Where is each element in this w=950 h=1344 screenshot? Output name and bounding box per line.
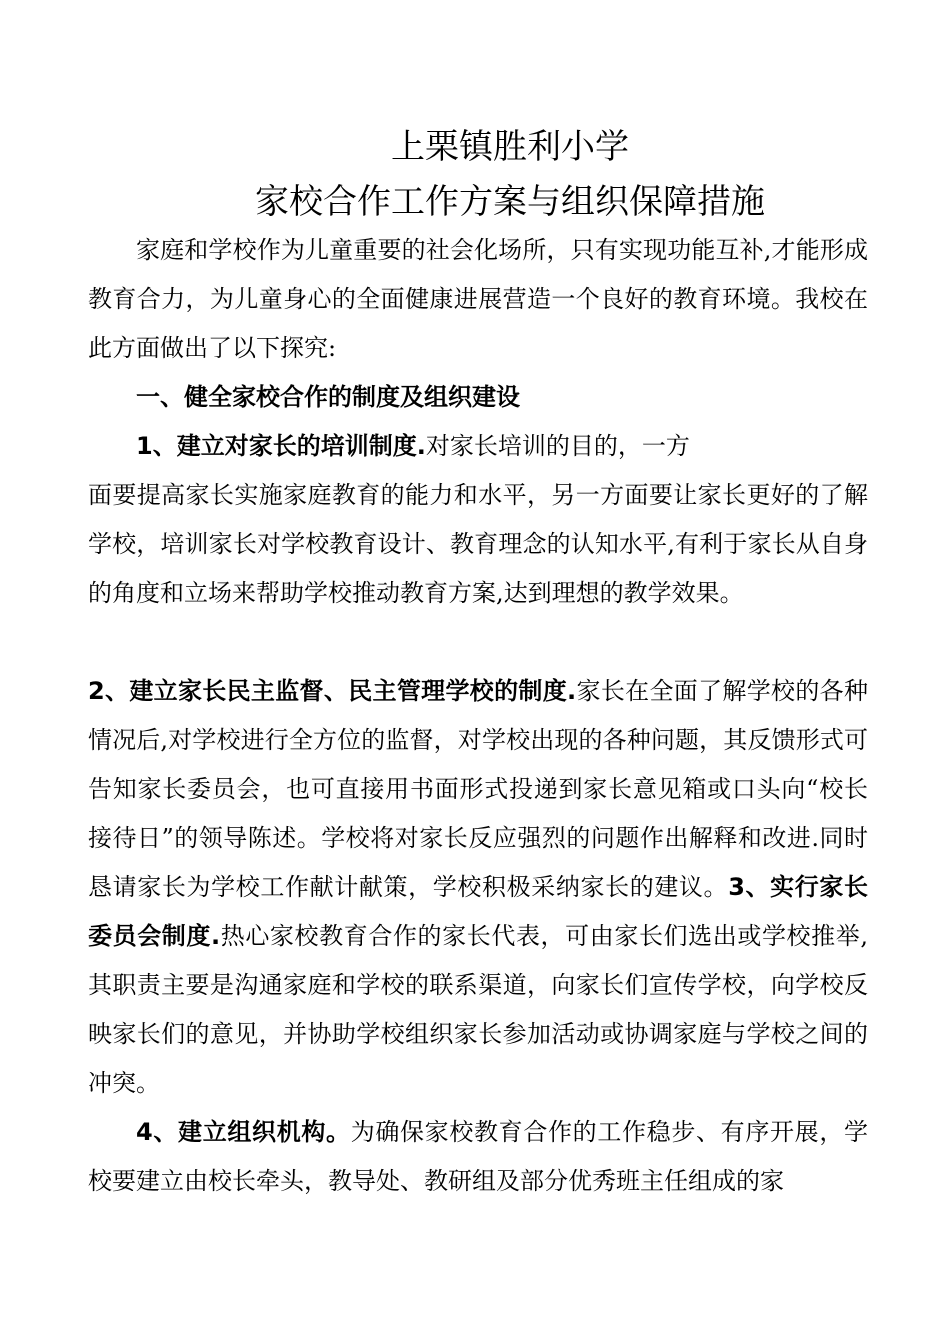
- item1-body: 面要提高家长实施家庭教育的能力和水平，另一方面要让家长更好的了解学校，培训家长对学校教育设计、教育理念的认知水平,有利于家长从自身的角度和立场来帮助学校推动教育方案,达到理想的教学效果。: [88, 481, 868, 607]
- document-title-main: 家校合作工作方案与组织保障措施: [255, 182, 765, 222]
- item3-heading: 3、实行家长委员会制度.: [88, 873, 868, 950]
- item1-heading: 1、建立对家长的培训制度.: [136, 432, 426, 460]
- item1-lead: 对家长培训的目的，一方: [425, 432, 690, 460]
- item4-body: 为确保家校教育合作的工作稳步、有序开展，学校要建立由校长牵头，教导处、教研组及部分优秀班主任组成的家: [88, 1118, 868, 1195]
- intro-paragraph: 家庭和学校作为儿童重要的社会化场所，只有实现功能互补,才能形成教育合力，为儿童身心的全面健康进展营造一个良好的教育环境。我校在此方面做出了以下探究:: [88, 236, 868, 362]
- item2-heading: 2、建立家长民主监督、民主管理学校的制度.: [88, 677, 577, 705]
- item1-first-line: [136, 422, 690, 471]
- item2-body: 家长在全面了解学校的各种情况后,对学校进行全方位的监督，对学校出现的各种问题，其反馈形式可告知家长委员会，也可直接用书面形式投递到家长意见箱或口头向“校长接待日”的领导陈述。学校将对家长反应强烈的问题作出解释和改进.同时恳请家长为学校工作献计献策，学校积极采纳家长的建议。: [88, 677, 869, 901]
- document-title-school: 上栗镇胜利小学: [391, 127, 629, 167]
- item2-3-paragraph: [88, 667, 868, 1108]
- item3-body: 热心家校教育合作的家长代表，可由家长们选出或学校推举,其职责主要是沟通家庭和学校的联系渠道，向家长们宣传学校，向学校反映家长们的意见，并协助学校组织家长参加活动或协调家庭与学校之间的冲突。: [88, 922, 868, 1097]
- section1-heading: 一、健全家校合作的制度及组织建设: [136, 383, 520, 411]
- item4-heading: 4、建立组织机构。: [136, 1118, 351, 1146]
- item4-paragraph: [88, 1108, 868, 1206]
